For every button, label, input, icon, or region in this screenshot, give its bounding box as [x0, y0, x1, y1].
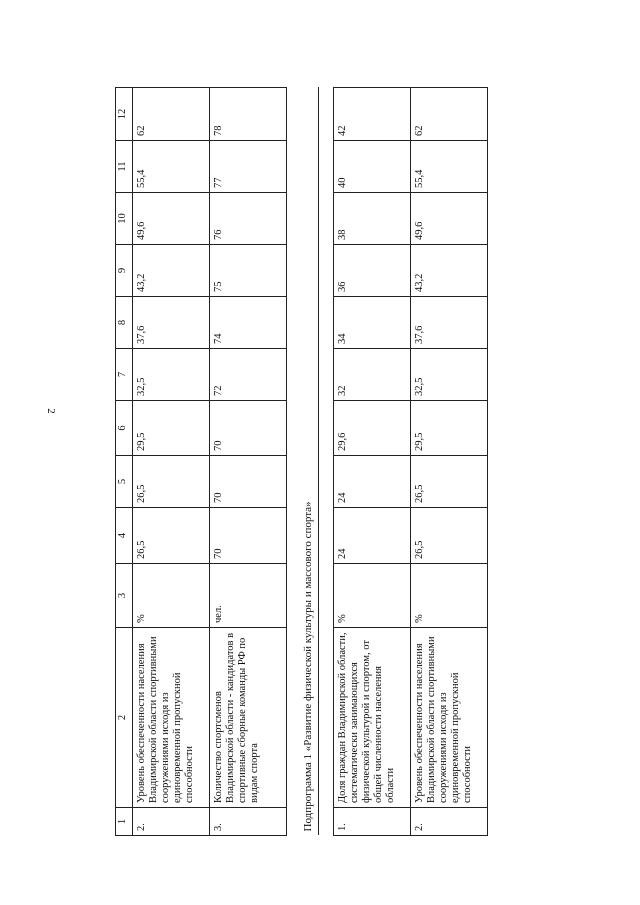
value-cell: 32,5	[133, 349, 210, 401]
indicator-name: Уровень обеспеченности населения Владимирской области спортивными сооружениями исходя из единовременной пропускной способности	[411, 628, 488, 808]
value-cell: 26,5	[133, 456, 210, 508]
unit-cell: %	[334, 564, 411, 628]
value-cell: 77	[210, 141, 287, 193]
value-cell: 34	[334, 297, 411, 349]
value-cell: 29,6	[334, 401, 411, 456]
value-cell: 36	[334, 245, 411, 297]
value-cell: 26,5	[411, 508, 488, 564]
value-cell: 38	[334, 193, 411, 245]
table-row	[334, 88, 411, 836]
page-number: 2	[45, 408, 57, 414]
value-cell: 43,2	[411, 245, 488, 297]
header-cell: 8	[116, 297, 133, 349]
value-cell: 49,6	[411, 193, 488, 245]
unit-cell: %	[411, 564, 488, 628]
value-cell: 70	[210, 508, 287, 564]
header-cell: 11	[116, 141, 133, 193]
unit-cell: %	[133, 564, 210, 628]
value-cell: 24	[334, 508, 411, 564]
spacer-cell	[319, 88, 334, 836]
row-number: 3.	[210, 808, 287, 836]
value-cell: 76	[210, 193, 287, 245]
subprogram-heading-row	[287, 88, 319, 836]
rotated-table-container	[115, 88, 515, 836]
value-cell: 78	[210, 88, 287, 141]
row-number: 2.	[411, 808, 488, 836]
header-cell: 4	[116, 508, 133, 564]
subprogram-title: Подпрограмма 1 «Развитие физической культуры и массового спорта»	[287, 88, 319, 836]
header-cell: 6	[116, 401, 133, 456]
indicator-name: Количество спортсменов Владимирской области - кандидатов в спортивные сборные команды РФ по видам спорта	[210, 628, 287, 808]
value-cell: 55,4	[411, 141, 488, 193]
value-cell: 62	[133, 88, 210, 141]
header-cell: 2	[116, 628, 133, 808]
value-cell: 37,6	[411, 297, 488, 349]
value-cell: 43,2	[133, 245, 210, 297]
value-cell: 26,5	[133, 508, 210, 564]
table-row	[133, 88, 210, 836]
header-cell: 12	[116, 88, 133, 141]
indicator-name: Уровень обеспеченности населения Владимирской области спортивными сооружениями исходя из единовременной пропускной способности	[133, 628, 210, 808]
header-cell: 7	[116, 349, 133, 401]
header-cell: 10	[116, 193, 133, 245]
unit-cell: чел.	[210, 564, 287, 628]
value-cell: 32,5	[411, 349, 488, 401]
header-cell: 1	[116, 808, 133, 836]
value-cell: 24	[334, 456, 411, 508]
value-cell: 70	[210, 401, 287, 456]
value-cell: 29,5	[133, 401, 210, 456]
table-row	[411, 88, 488, 836]
table-row	[210, 88, 287, 836]
value-cell: 55,4	[133, 141, 210, 193]
value-cell: 37,6	[133, 297, 210, 349]
indicators-table	[115, 87, 488, 836]
spacer-row	[319, 88, 334, 836]
value-cell: 72	[210, 349, 287, 401]
value-cell: 75	[210, 245, 287, 297]
value-cell: 49,6	[133, 193, 210, 245]
value-cell: 70	[210, 456, 287, 508]
value-cell: 29,5	[411, 401, 488, 456]
indicator-name: Доля граждан Владимирской области, систематически занимающихся физической культурой и спортом, от общей численности населения области	[334, 628, 411, 808]
row-number: 1.	[334, 808, 411, 836]
value-cell: 42	[334, 88, 411, 141]
header-cell: 3	[116, 564, 133, 628]
table-body	[116, 88, 488, 836]
header-cell: 9	[116, 245, 133, 297]
row-number: 2.	[133, 808, 210, 836]
value-cell: 74	[210, 297, 287, 349]
value-cell: 32	[334, 349, 411, 401]
value-cell: 40	[334, 141, 411, 193]
header-cell: 5	[116, 456, 133, 508]
table-header-row	[116, 88, 133, 836]
value-cell: 26,5	[411, 456, 488, 508]
value-cell: 62	[411, 88, 488, 141]
